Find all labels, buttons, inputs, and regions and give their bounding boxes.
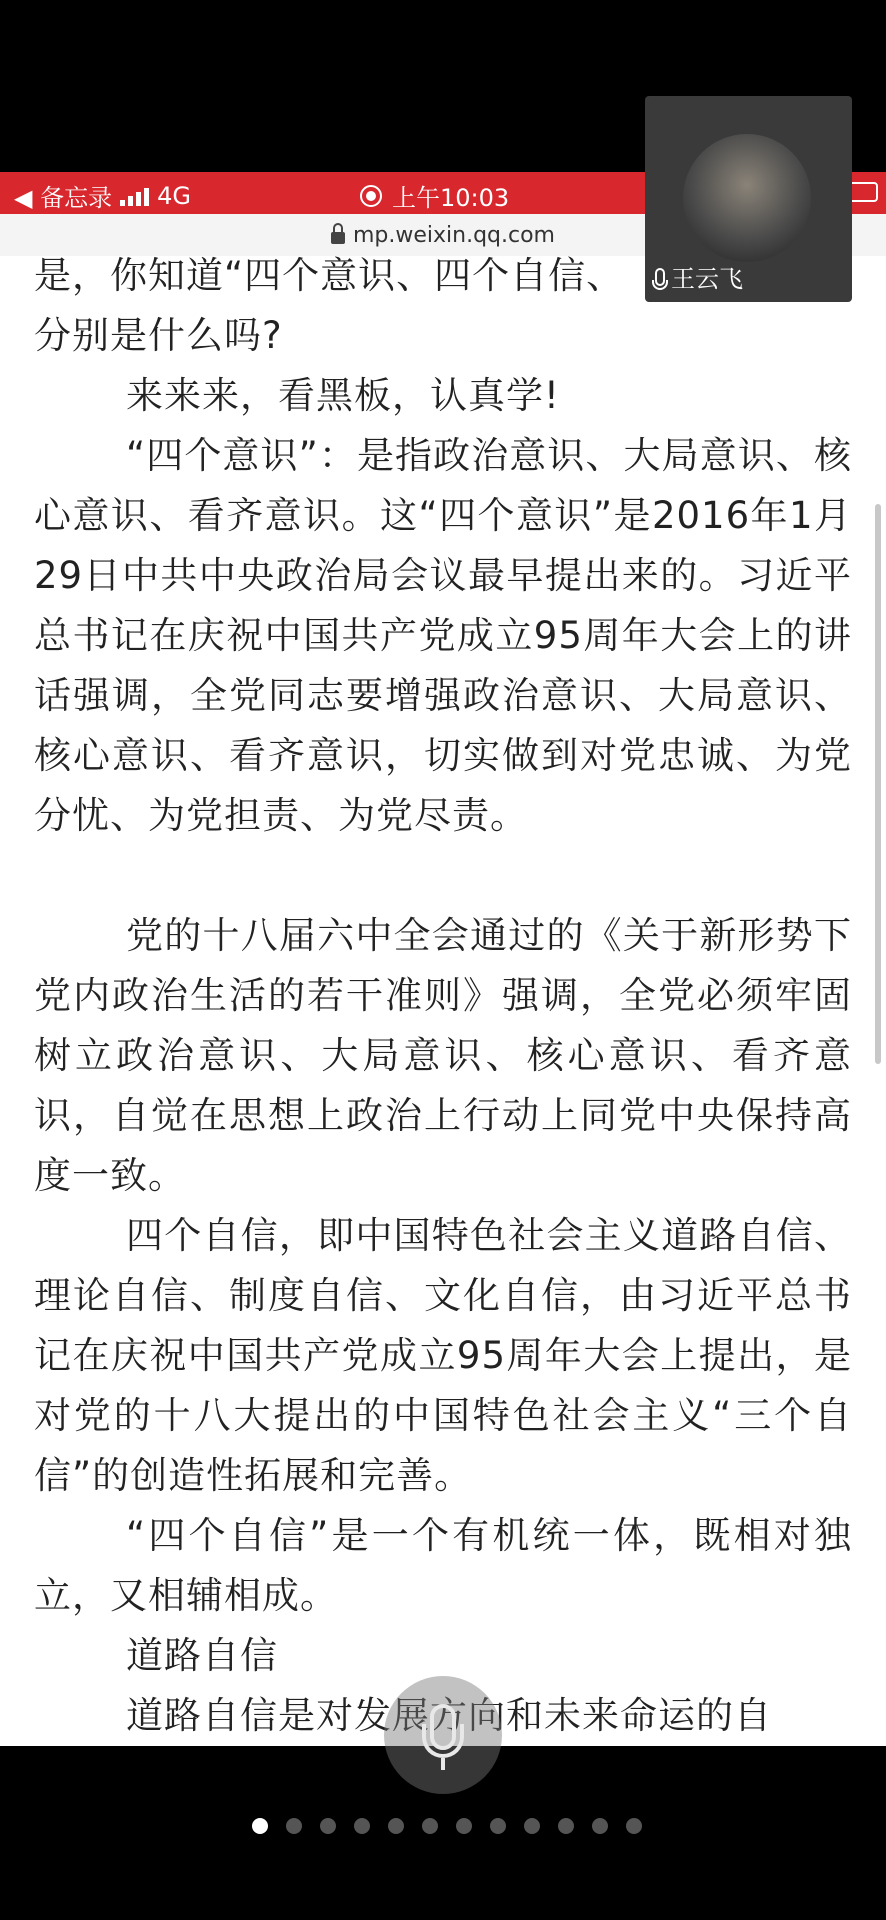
page-dot[interactable]: [490, 1818, 506, 1834]
page-dot[interactable]: [524, 1818, 540, 1834]
page-dot[interactable]: [252, 1818, 268, 1834]
network-type: 4G: [157, 181, 191, 210]
page-dot[interactable]: [354, 1818, 370, 1834]
article-paragraph: “四个自信”是一个有机统一体，既相对独立，又相辅相成。: [34, 1514, 852, 1617]
microphone-cup: [422, 1724, 464, 1758]
microphone-icon: [655, 268, 665, 286]
page-dot[interactable]: [388, 1818, 404, 1834]
lock-icon: [331, 232, 345, 244]
article-line: 是，你知道“四个意识、四个自信、: [34, 256, 625, 297]
microphone-stem: [441, 1758, 445, 1770]
participant-name: 王云飞: [671, 265, 743, 293]
page-dot[interactable]: [456, 1818, 472, 1834]
status-time: 上午10:03: [392, 184, 510, 212]
url-text: mp.weixin.qq.com: [352, 222, 555, 248]
page-dot[interactable]: [558, 1818, 574, 1834]
page-indicator: [0, 1818, 886, 1834]
page-dot[interactable]: [320, 1818, 336, 1834]
scrollbar[interactable]: [875, 504, 881, 1064]
article-line: 分别是什么吗?: [34, 314, 283, 357]
page-dot[interactable]: [592, 1818, 608, 1834]
article-content[interactable]: [0, 256, 886, 1746]
article-paragraph: 党的十八届六中全会通过的《关于新形势下党内政治生活的若干准则》强调，全党必须牢固树立政治意识、大局意识、核心意识、看齐意识，自觉在思想上政治上行动上同党中央保持高度一致。: [34, 914, 852, 1197]
signal-icon: [120, 186, 149, 206]
article-paragraph: 四个自信，即中国特色社会主义道路自信、理论自信、制度自信、文化自信，由习近平总书记在庆祝中国共产党成立95周年大会上提出，是对党的十八大提出的中国特色社会主义“三个自信”的创造性拓展和完善。: [34, 1214, 852, 1497]
article-paragraph: “四个意识”：是指政治意识、大局意识、核心意识、看齐意识。这“四个意识”是2016年1月29日中共中央政治局会议最早提出来的。习近平总书记在庆祝中国共产党成立95周年大会上的讲话强调，全党同志要增强政治意识、大局意识、核心意识、看齐意识，切实做到对党忠诚、为党分忧、为党担责、为党尽责。: [34, 434, 852, 837]
article-paragraph: 来来来，看黑板，认真学!: [126, 374, 560, 417]
back-to-app-link[interactable]: ◀ 备忘录: [14, 184, 113, 212]
page-dot[interactable]: [422, 1818, 438, 1834]
screen-record-icon: [360, 185, 382, 207]
participant-avatar: [683, 134, 811, 262]
article-paragraph: 道路自信是对发展方向和未来命运的自: [126, 1694, 772, 1737]
page-dot[interactable]: [626, 1818, 642, 1834]
page-dot[interactable]: [286, 1818, 302, 1834]
article-subheading: 道路自信: [126, 1634, 278, 1677]
voice-input-button[interactable]: [384, 1676, 502, 1794]
video-call-tile[interactable]: [645, 96, 852, 302]
